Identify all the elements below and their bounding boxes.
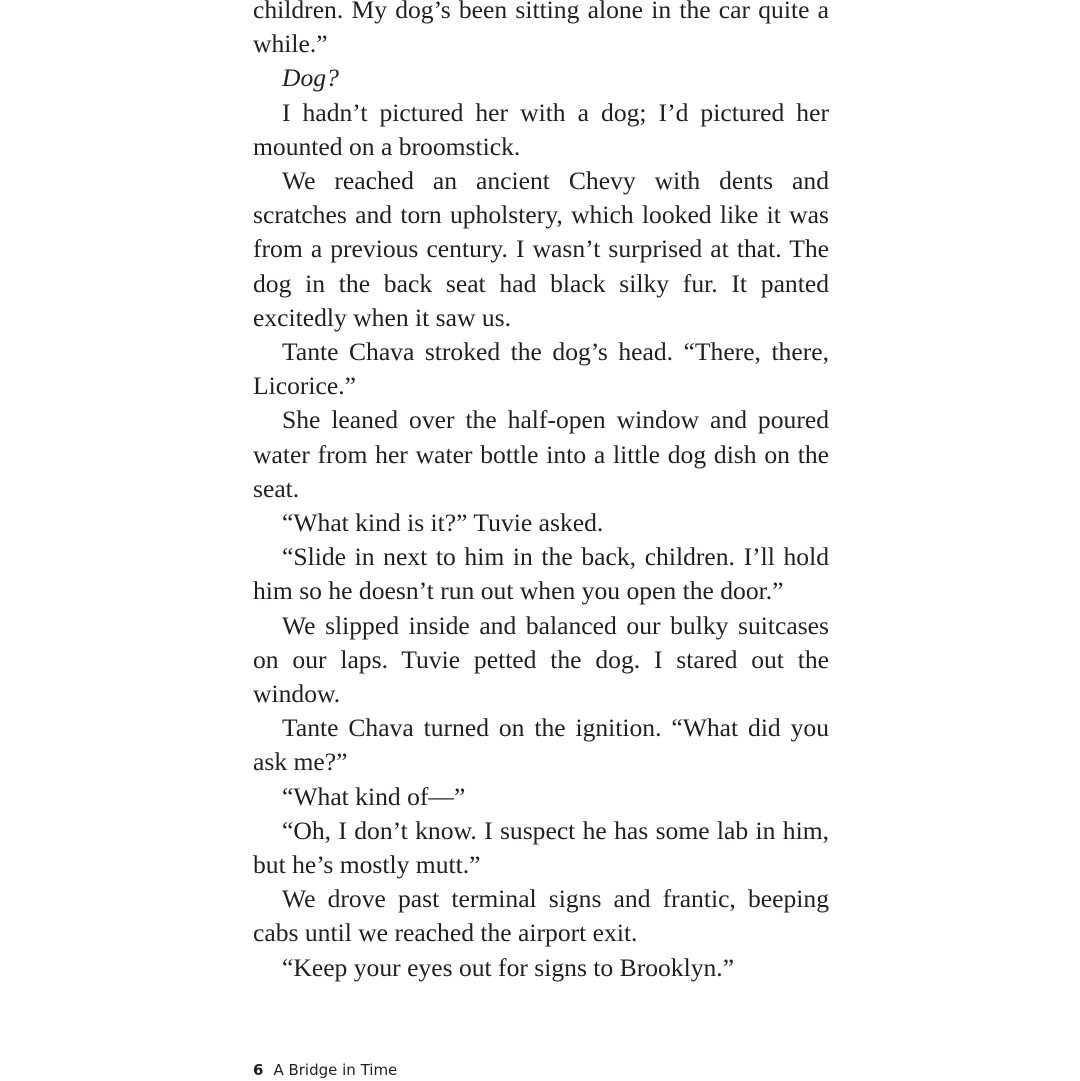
- paragraph-10: “What kind of—”: [282, 781, 466, 811]
- paragraph-13: “Keep your eyes out for signs to Brooklyn.”: [282, 952, 735, 982]
- page-number: 6: [253, 1061, 264, 1079]
- paragraph-11: “Oh, I don’t know. I suspect he has some lab in him, but he’s mostly mutt.”: [253, 815, 829, 880]
- paragraph-12: We drove past terminal signs and frantic, beeping cabs until we reached the airport exit.: [253, 884, 829, 948]
- paragraph-0: children. My dog’s been sitting alone in the car quite a while.”: [253, 0, 829, 59]
- paragraph-2: I hadn’t pictured her with a dog; I’d pictured her mounted on a broomstick.: [253, 97, 829, 161]
- paragraph-1: Dog?: [282, 63, 339, 93]
- running-footer: [253, 1059, 397, 1081]
- body-text: [253, 0, 829, 985]
- book-title: A Bridge in Time: [273, 1061, 398, 1079]
- paragraph-4: Tante Chava stroked the dog’s head. “There, there, Licorice.”: [253, 337, 829, 401]
- paragraph-8: We slipped inside and balanced our bulky suitcases on our laps. Tuvie petted the dog. I stared out the window.: [253, 610, 829, 709]
- paragraph-6: “What kind is it?” Tuvie asked.: [282, 508, 604, 538]
- paragraph-3: We reached an ancient Chevy with dents and scratches and torn upholstery, which looked like it was from a previous century. I wasn’t surprised at that. The dog in the back seat had black silky fur. It panted excitedly when it saw us.: [253, 166, 829, 332]
- paragraph-5: She leaned over the half-open window and poured water from her water bottle into a little dog dish on the seat.: [253, 405, 829, 503]
- paragraph-7: “Slide in next to him in the back, children. I’ll hold him so he doesn’t run out when you open the door.”: [253, 542, 829, 606]
- paragraph-9: Tante Chava turned on the ignition. “What did you ask me?”: [253, 713, 829, 777]
